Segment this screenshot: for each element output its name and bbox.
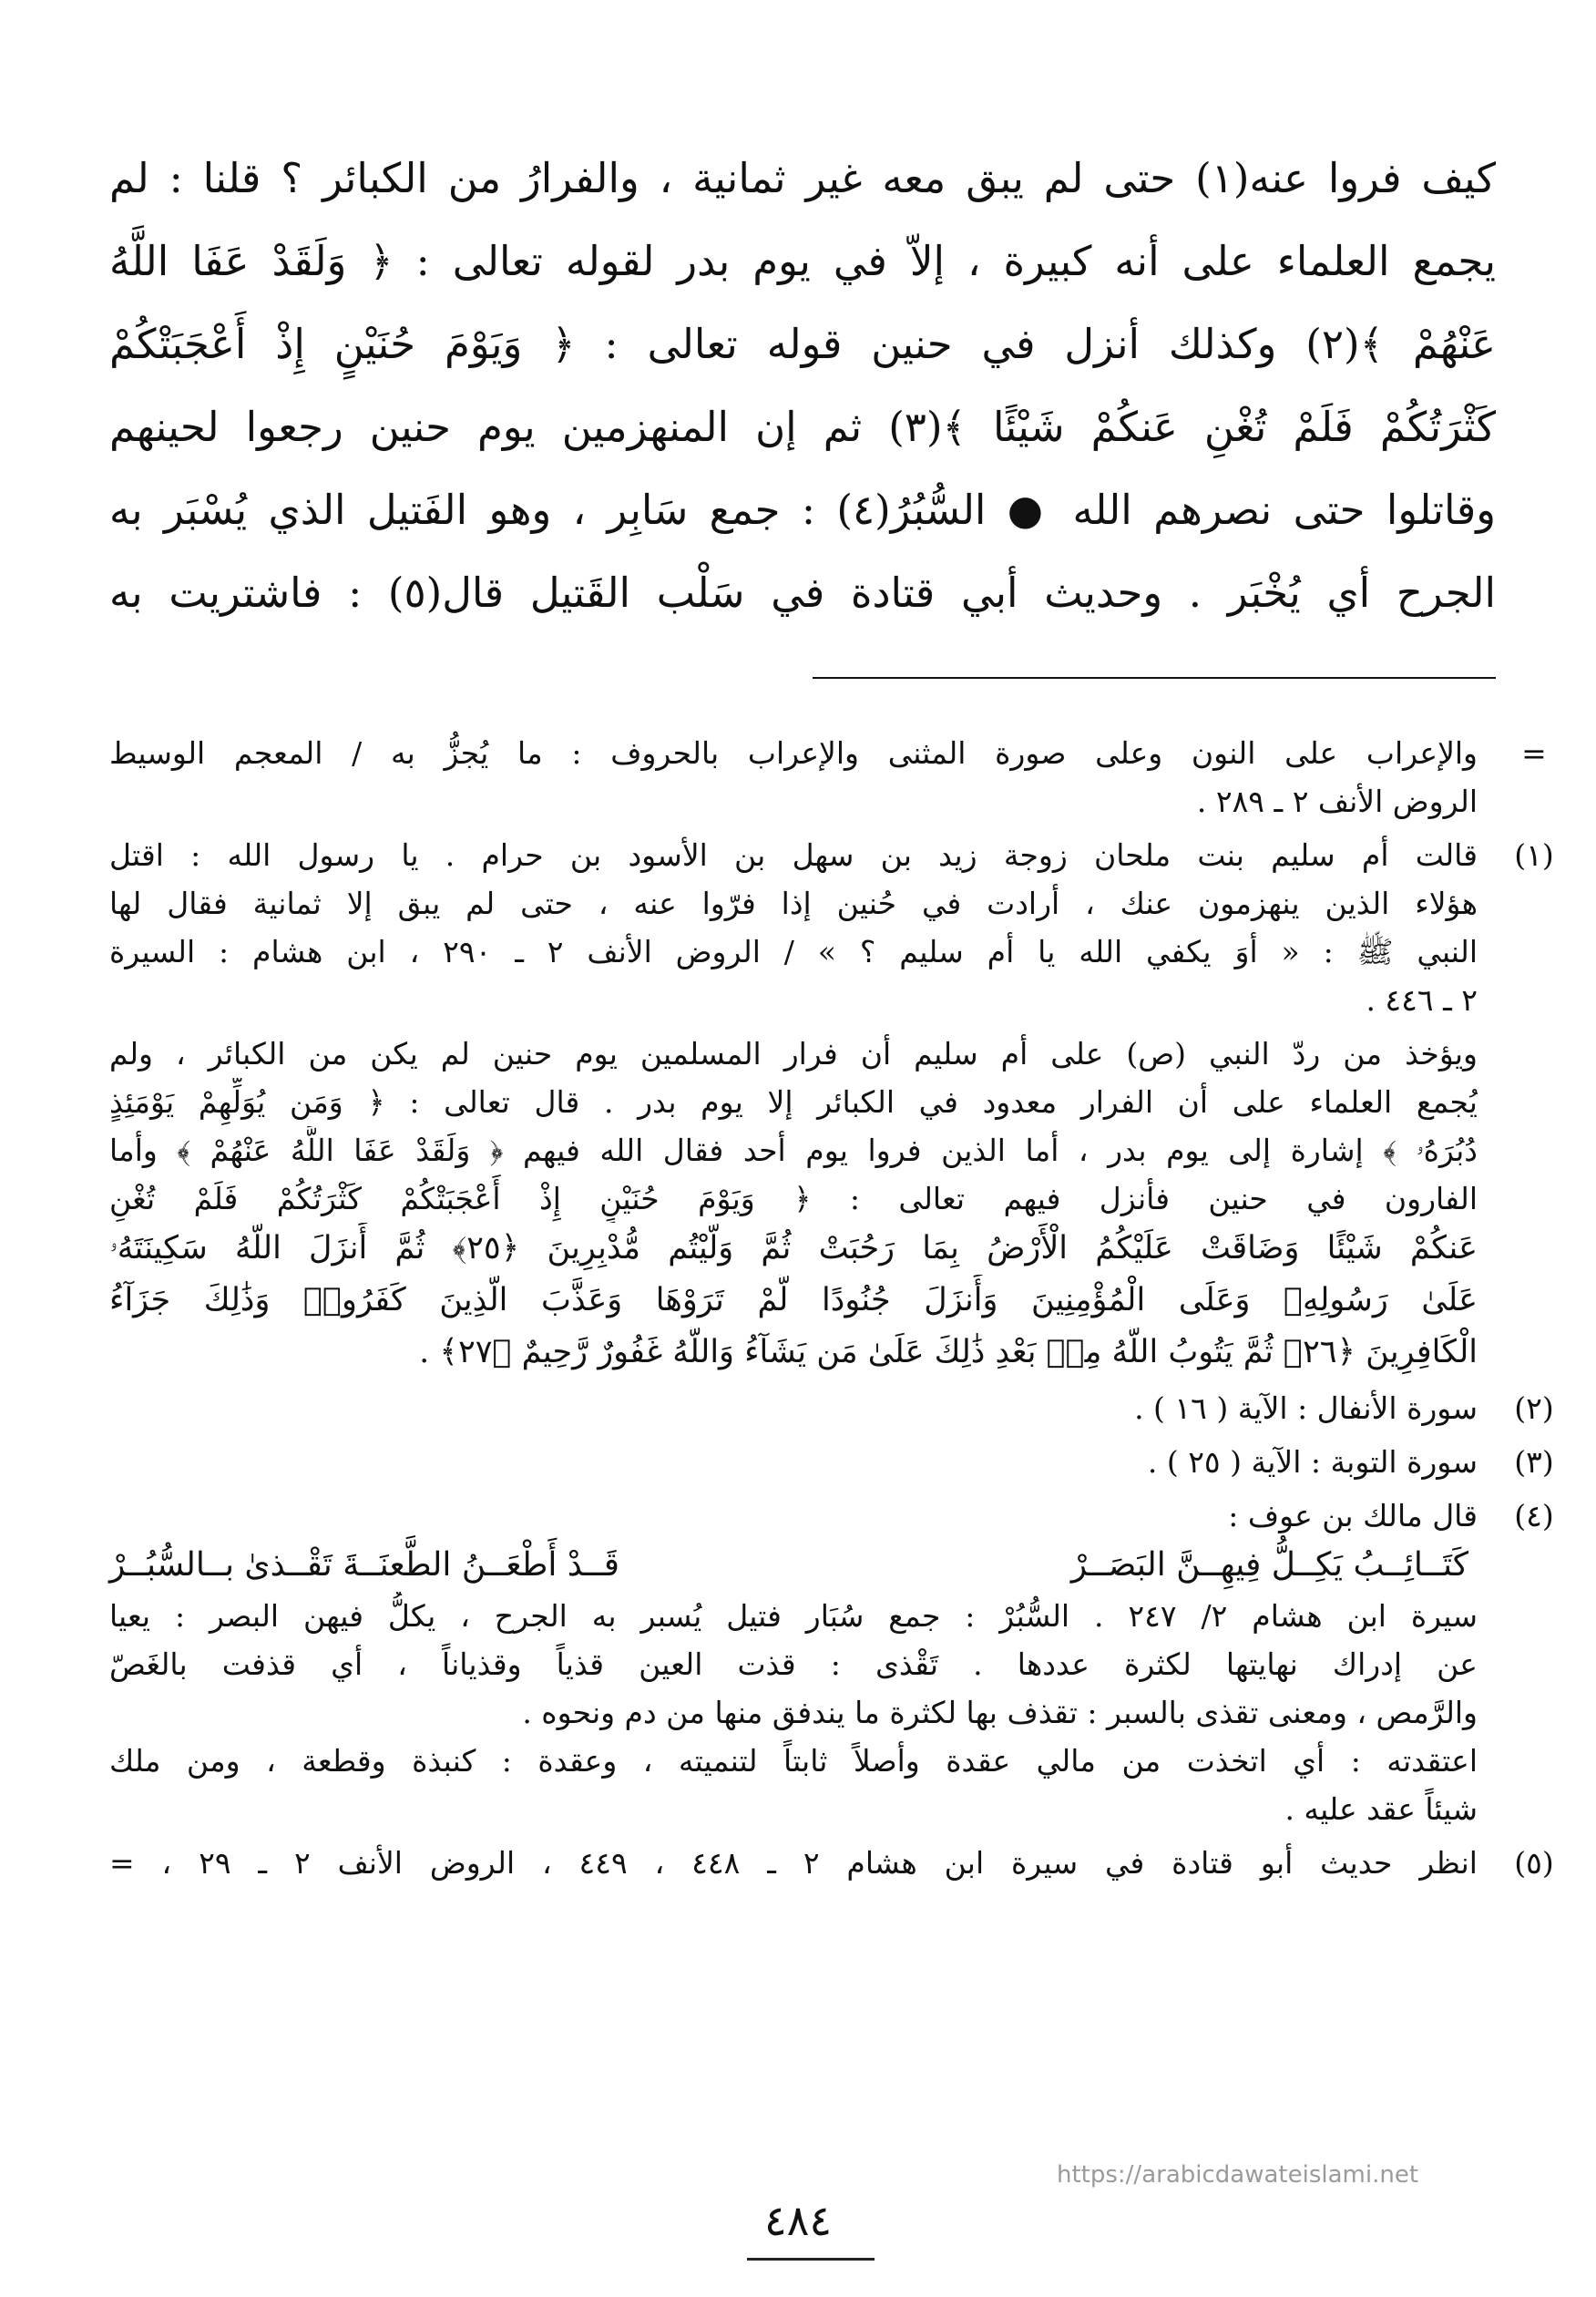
main-text-line: كيف فروا عنه(١) حتى لم يبق معه غير ثمانية ، والفرارُ من الكبائر ؟ قلنا : لم (109, 154, 1496, 202)
footnote-marker: (٢) (1514, 1390, 1554, 1426)
footnote-line: انظر حديث أبو قتادة في سيرة ابن هشام ٢ ـ ٤٤٨ ، ٤٤٩ ، الروض الأنف ٢ ـ ٢٩ ، = (109, 1845, 1478, 1881)
footnote-line: الروض الأنف ٢ ـ ٢٨٩ . (1196, 784, 1478, 819)
footnote-line: النبي ﷺ : « أوَ يكفي الله يا أم سليم ؟ » / الروض الأنف ٢ ـ ٢٩٠ ، ابن هشام : السيرة (109, 934, 1478, 969)
footnote-2 (109, 1384, 1554, 1432)
main-text (109, 137, 1496, 634)
footnote-line: والرَّمص ، ومعنى تقذى بالسبر : تقذف بها لكثرة ما يندفق منها من دم ونحوه . (522, 1695, 1478, 1730)
footnote-line: ويؤخذ من ردّ النبي (ص) على أم سليم أن فرار المسلمين يوم حنين لم يكن من الكبائر ، ولم (109, 1036, 1478, 1072)
poem-first-hemistich: كَتَــائِــبُ يَكِــلُّ فِيهِــنَّ البَصَــرْ (1070, 1546, 1468, 1584)
footnote-marker: (١) (1514, 837, 1554, 873)
quran-verse-line: عَنكُمْ شَيْئًا وَضَاقَتْ عَلَيْكُمُ الْأَرْضُ بِمَا رَحُبَتْ ثُمَّ وَلَّيْتُم مُّدْبِرِينَ ﴿٢٥﴾ ثُمَّ أَنزَلَ اللَّهُ سَكِينَتَهُۥ (109, 1230, 1478, 1266)
footnote-line: هؤلاء الذين ينهزمون عنك ، أرادت في حُنين إذا فرّوا عنه ، حتى لم يبق إلا ثمانية فقال لها (109, 886, 1478, 921)
page-number-rule (747, 2258, 875, 2261)
quran-verse-line: عَلَىٰ رَسُولِهِۦ وَعَلَى الْمُؤْمِنِينَ وَأَنزَلَ جُنُودًا لَّمْ تَرَوْهَا وَعَذَّبَ الَّذِينَ كَفَرُوا۟ وَذَٰلِكَ جَزَآءُ (109, 1282, 1478, 1318)
footnote-marker: = (1521, 735, 1547, 771)
footnote-line: سورة الأنفال : الآية ( ١٦ ) . (1134, 1390, 1478, 1426)
footnote-4 (109, 1492, 1554, 1833)
poem-second-hemistich: قَــدْ أَطْعَــنُ الطَّعنَــةَ تَقْــذىٰ بــالسُّبُــرْ (109, 1546, 620, 1584)
footnote-marker: (٤) (1514, 1498, 1554, 1533)
footnote-1-commentary (109, 1030, 1478, 1379)
footnote-line: اعتقدته : أي اتخذت من مالي عقدة وأصلاً ثابتاً لتنميته ، وعقدة : كنبذة وقطعة ، ومن ملك (109, 1743, 1478, 1779)
footnote-divider (813, 677, 1496, 679)
footnote-marker: (٥) (1514, 1845, 1554, 1881)
footnote-1 (109, 831, 1554, 1024)
page-number: ٤٨٤ (763, 2196, 833, 2245)
footnote-line: سيرة ابن هشام ٢/ ٢٤٧ . السُّبُرْ : جمع سُبَار فتيل يُسبر به الجرح ، يكلُّ فيهن البصر : يعيا (109, 1598, 1478, 1634)
main-text-line: يجمع العلماء على أنه كبيرة ، إلاّ في يوم بدر لقوله تعالى : ﴿ وَلَقَدْ عَفَا اللَّهُ (109, 237, 1496, 285)
footnote-line: يُجمع العلماء على أن الفرار معدود في الكبائر إلا يوم بدر . قال تعالى : ﴿ وَمَن يُوَلِّهِمْ يَوْمَئِذٍ (109, 1084, 1478, 1120)
footnote-line: والإعراب على النون وعلى صورة المثنى والإعراب بالحروف : ما يُجزُّ به / المعجم الوسيط (109, 735, 1478, 771)
main-text-line: كَثْرَتُكُمْ فَلَمْ تُغْنِ عَنكُمْ شَيْئًا ﴾(٣) ثم إن المنهزمين يوم حنين رجعوا لحينهم (109, 403, 1496, 451)
footnote-line: ٢ ـ ٤٤٦ . (1366, 982, 1478, 1018)
footnote-line: سورة التوبة : الآية ( ٢٥ ) . (1147, 1444, 1478, 1480)
footnote-line: قال مالك بن عوف : (1228, 1498, 1478, 1533)
footnote-marker: (٣) (1514, 1444, 1554, 1480)
main-text-line: وقاتلوا حتى نصرهم الله ● السُّبُرُ(٤) : جمع سَابِر ، وهو الفَتيل الذي يُسْبَر به (109, 486, 1496, 534)
footnote-line: قالت أم سليم بنت ملحان زوجة زيد بن سهل بن الأسود بن حرام . يا رسول الله : اقتل (109, 837, 1478, 873)
main-text-line: الجرح أي يُخْبَر . وحديث أبي قتادة في سَلْب القَتيل قال(٥) : فاشتريت به (109, 569, 1496, 617)
footnote-continuation (109, 729, 1547, 825)
main-text-line: عَنْهُمْ ﴾(٢) وكذلك أنزل في حنين قوله تعالى : ﴿ وَيَوْمَ حُنَيْنٍ إِذْ أَعْجَبَتْكُمْ (109, 320, 1496, 368)
footnote-line: عن إدراك نهايتها لكثرة عددها . تَقْذى : قذت العين قذياً وقذياناً ، أي قذفت بالغَصّ (109, 1646, 1478, 1682)
footnote-line: شيئاً عقد عليه . (1284, 1791, 1478, 1827)
watermark-url: https://arabicdawateislami.net (1057, 2161, 1419, 2189)
footnote-line: دُبُرَهُۥ ﴾ إشارة إلى يوم بدر ، أما الذين فروا يوم أحد فقال الله فيهم ﴿ وَلَقَدْ عَفَا اللَّهُ عَنْهُمْ ﴾ وأما (109, 1133, 1478, 1168)
quran-verse-line: الْكَافِرِينَ ﴿٢٦﴾ ثُمَّ يَتُوبُ اللَّهُ مِنۢ بَعْدِ ذَٰلِكَ عَلَىٰ مَن يَشَآءُ وَاللَّهُ غَفُورٌ رَّحِيمٌ ﴿٢٧﴾ . (419, 1334, 1478, 1370)
footnote-line: الفارون في حنين فأنزل فيهم تعالى : ﴿ وَيَوْمَ حُنَيْنٍ إِذْ أَعْجَبَتْكُمْ كَثْرَتُكُمْ فَلَمْ تُغْنِ (109, 1181, 1478, 1216)
footnote-5 (109, 1839, 1554, 1887)
footnotes (109, 729, 1554, 1892)
poem-verse (109, 1540, 1478, 1590)
footnote-3 (109, 1438, 1554, 1486)
